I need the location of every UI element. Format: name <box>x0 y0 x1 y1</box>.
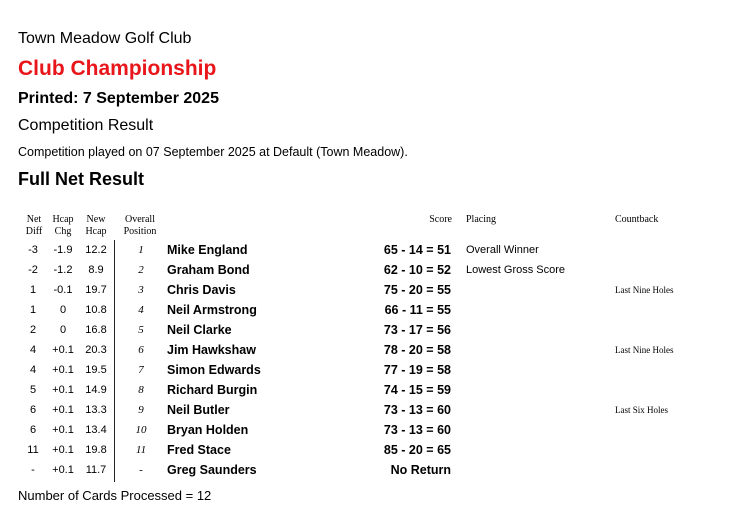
score-cell: 74 - 15 = 59 <box>383 383 451 397</box>
competition-title: Club Championship <box>18 57 217 80</box>
hcap-chg-cell: 0 <box>59 304 67 316</box>
net-diff-cell: - <box>31 464 35 476</box>
new-hcap-cell: 20.3 <box>85 344 107 356</box>
section-title: Full Net Result <box>18 169 145 189</box>
net-diff-cell: 6 <box>29 424 37 436</box>
net-diff-cell: 5 <box>29 384 37 396</box>
header-score: Score <box>429 214 452 225</box>
table-row <box>0 280 750 300</box>
hcap-chg-cell: +0.1 <box>52 424 74 436</box>
header-net-diff-line1: Net <box>26 214 42 225</box>
hcap-chg-cell: +0.1 <box>52 444 74 456</box>
position-cell: - <box>139 464 143 476</box>
placing-cell: Lowest Gross Score <box>466 264 566 276</box>
score-cell: 75 - 20 = 55 <box>383 283 451 297</box>
score-cell: 66 - 11 = 55 <box>384 303 451 317</box>
printed-date: Printed: 7 September 2025 <box>18 90 219 107</box>
hcap-chg-cell: +0.1 <box>52 344 74 356</box>
new-hcap-cell: 8.9 <box>88 264 104 276</box>
net-diff-cell: 1 <box>29 284 37 296</box>
position-cell: 4 <box>138 304 144 316</box>
position-cell: 5 <box>138 324 144 336</box>
header-net-diff-line2: Diff <box>25 226 43 237</box>
net-diff-cell: 4 <box>29 344 37 356</box>
position-cell: 10 <box>135 424 147 436</box>
header-hcap-chg <box>48 214 78 238</box>
new-hcap-cell: 16.8 <box>85 324 107 336</box>
new-hcap-cell: 11.7 <box>85 464 107 476</box>
new-hcap-cell: 19.8 <box>85 444 107 456</box>
hcap-chg-cell: 0 <box>59 324 67 336</box>
hcap-chg-cell: +0.1 <box>52 404 74 416</box>
table-row <box>0 380 750 400</box>
score-cell: 78 - 20 = 58 <box>383 343 451 357</box>
countback-cell: Last Nine Holes <box>615 345 674 355</box>
net-diff-cell: 1 <box>29 304 37 316</box>
score-cell: 77 - 19 = 58 <box>383 363 451 377</box>
player-name: Neil Armstrong <box>167 303 257 317</box>
header-new-hcap-line1: New <box>86 214 106 225</box>
header-overall-position-line1: Overall <box>125 214 155 225</box>
player-name: Jim Hawkshaw <box>167 343 256 357</box>
header-overall-position-line2: Position <box>123 226 157 237</box>
position-cell: 2 <box>138 264 144 276</box>
hcap-chg-cell: +0.1 <box>52 384 74 396</box>
header-hcap-chg-line2: Chg <box>54 226 72 237</box>
cards-processed: Number of Cards Processed = 12 <box>18 488 212 503</box>
table-row <box>0 440 750 460</box>
player-name: Graham Bond <box>167 263 250 277</box>
score-cell: 85 - 20 = 65 <box>383 443 451 457</box>
table-row <box>0 400 750 420</box>
player-name: Neil Clarke <box>167 323 232 337</box>
hcap-chg-cell: +0.1 <box>52 364 74 376</box>
net-diff-cell: 4 <box>29 364 37 376</box>
net-diff-cell: 11 <box>27 444 39 456</box>
table-row <box>0 260 750 280</box>
net-diff-cell: 2 <box>29 324 37 336</box>
new-hcap-cell: 19.5 <box>85 364 107 376</box>
position-cell: 9 <box>138 404 144 416</box>
table-row <box>0 300 750 320</box>
report-subtitle: Competition Result <box>18 117 154 134</box>
header-overall-position <box>118 214 162 238</box>
table-row <box>0 320 750 340</box>
new-hcap-cell: 13.3 <box>85 404 107 416</box>
score-cell: 62 - 10 = 52 <box>383 263 451 277</box>
countback-cell: Last Nine Holes <box>615 285 674 295</box>
score-cell: 73 - 13 = 60 <box>383 403 451 417</box>
player-name: Chris Davis <box>167 283 236 297</box>
score-cell: 65 - 14 = 51 <box>383 243 451 257</box>
net-diff-cell: -2 <box>28 264 38 276</box>
hcap-chg-cell: -1.2 <box>53 264 73 276</box>
net-diff-cell: -3 <box>28 244 38 256</box>
position-cell: 1 <box>138 244 144 256</box>
table-row <box>0 240 750 260</box>
position-cell: 3 <box>138 284 144 296</box>
countback-cell: Last Six Holes <box>615 405 668 415</box>
position-cell: 6 <box>138 344 144 356</box>
header-placing: Placing <box>466 214 496 225</box>
hcap-chg-cell: -0.1 <box>53 284 73 296</box>
player-name: Simon Edwards <box>167 363 261 377</box>
score-cell: 73 - 13 = 60 <box>383 423 451 437</box>
player-name: Richard Burgin <box>167 383 258 397</box>
table-row <box>0 360 750 380</box>
score-cell: 73 - 17 = 56 <box>383 323 451 337</box>
table-row <box>0 340 750 360</box>
new-hcap-cell: 12.2 <box>85 244 107 256</box>
score-cell: No Return <box>390 463 451 477</box>
club-name: Town Meadow Golf Club <box>18 30 192 47</box>
played-info: Competition played on 07 September 2025 at Default (Town Meadow). <box>18 145 408 159</box>
new-hcap-cell: 13.4 <box>85 424 107 436</box>
player-name: Bryan Holden <box>167 423 249 437</box>
hcap-chg-cell: -1.9 <box>53 244 73 256</box>
placing-cell: Overall Winner <box>466 244 539 256</box>
net-diff-cell: 6 <box>29 404 37 416</box>
position-cell: 11 <box>135 444 147 456</box>
table-row <box>0 460 750 480</box>
header-net-diff <box>20 214 48 238</box>
header-countback: Countback <box>615 214 659 225</box>
hcap-chg-cell: +0.1 <box>52 464 74 476</box>
position-cell: 7 <box>138 364 144 376</box>
header-new-hcap-line2: Hcap <box>85 226 107 237</box>
position-cell: 8 <box>138 384 144 396</box>
player-name: Greg Saunders <box>167 463 257 477</box>
player-name: Mike England <box>167 243 248 257</box>
new-hcap-cell: 14.9 <box>85 384 107 396</box>
new-hcap-cell: 10.8 <box>85 304 107 316</box>
header-new-hcap <box>81 214 111 238</box>
player-name: Fred Stace <box>167 443 231 457</box>
table-row <box>0 420 750 440</box>
player-name: Neil Butler <box>167 403 230 417</box>
header-hcap-chg-line1: Hcap <box>52 214 74 225</box>
new-hcap-cell: 19.7 <box>85 284 107 296</box>
